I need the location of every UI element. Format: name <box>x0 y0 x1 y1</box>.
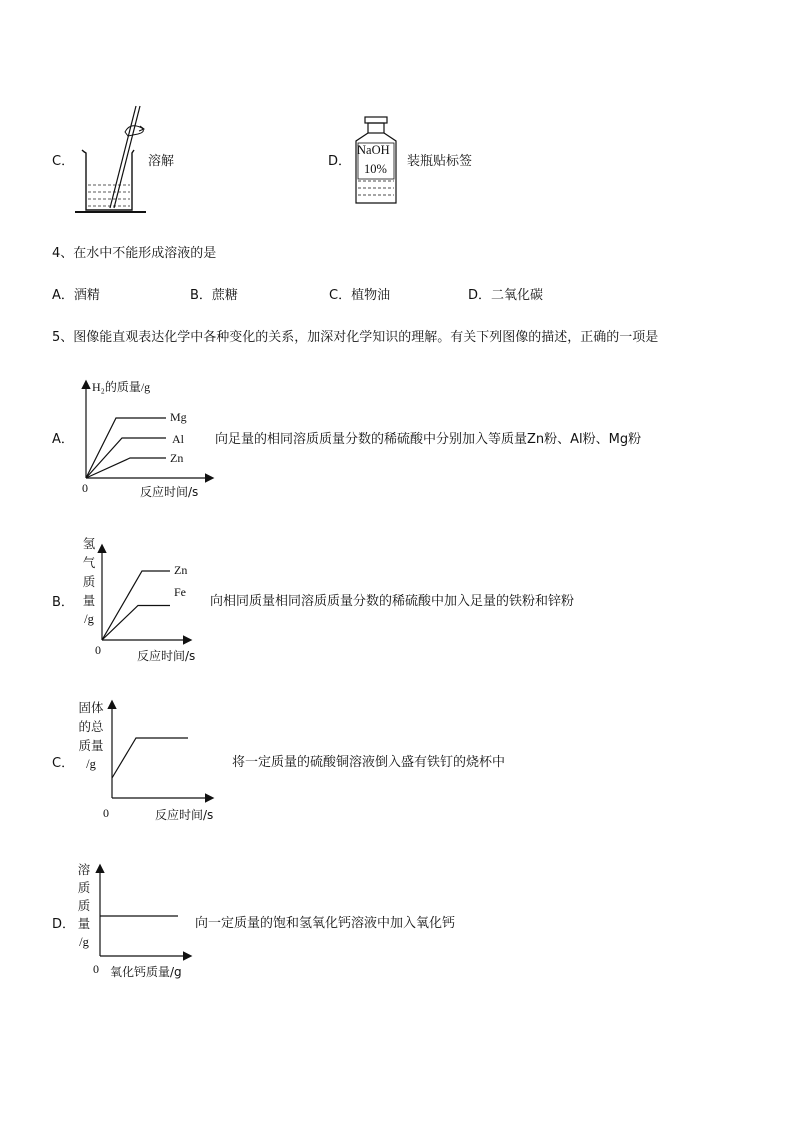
graph-d-ylabel-char: 溶 <box>77 862 91 877</box>
graph-d-origin: 0 <box>93 962 99 976</box>
q3-option-c-text: 溶解 <box>148 154 175 169</box>
q5-option-b-label: B． <box>52 595 74 610</box>
graph-b-xlabel: 反应时间/s <box>137 649 196 663</box>
bottle-label-line1: NaOH <box>357 143 390 157</box>
graph-a <box>80 382 220 492</box>
graph-d-ylabel <box>73 861 95 951</box>
graph-c <box>106 702 216 802</box>
q4-stem: 4、在水中不能形成溶液的是 <box>52 246 217 261</box>
graph-a-origin: 0 <box>82 481 88 495</box>
graph-b-series-zn: Zn <box>174 563 188 577</box>
graph-c-ylabel-line: 质量 <box>78 738 104 753</box>
graph-a-ylabel: H₂的质量/g <box>92 380 151 394</box>
beaker-stirring-figure <box>70 100 160 220</box>
q4-option-b <box>190 284 238 303</box>
bottle-label-line2: 10% <box>364 162 387 176</box>
curve-zn <box>86 458 166 478</box>
graph-c-ylabel-line: /g <box>86 757 96 771</box>
graph-d-xlabel: 氧化钙质量/g <box>110 965 182 979</box>
q4-option-text: 植物油 <box>351 288 391 303</box>
graph-a-series-zn: Zn <box>170 451 184 465</box>
graph-a-xlabel: 反应时间/s <box>140 485 199 499</box>
graph-b-ylabel-char: /g <box>84 612 94 626</box>
q4-option-label: D． <box>468 288 492 303</box>
q3-option-d-label: D． <box>328 154 352 169</box>
q4-option-text: 蔗糖 <box>211 288 238 303</box>
q3-option-c-label: C． <box>52 154 75 169</box>
graph-d-ylabel-char: 质 <box>77 880 91 895</box>
q4-option-label: A． <box>52 288 74 303</box>
graph-b-ylabel-char: 气 <box>82 555 96 570</box>
graph-c-origin: 0 <box>103 806 109 820</box>
q4-option-text: 酒精 <box>73 288 100 303</box>
graph-c-ylabel-line: 的总 <box>78 719 104 734</box>
graph-d-ylabel-char: 量 <box>77 916 91 931</box>
q5-stem: 5、图像能直观表达化学中各种变化的关系，加深对化学知识的理解。有关下列图像的描述，正确的一项是 <box>52 330 659 345</box>
q5-option-a-desc: 向足量的相同溶质质量分数的稀硫酸中分别加入等质量Zn粉、Al粉、Mg粉 <box>215 432 642 447</box>
graph-d <box>94 866 194 960</box>
reagent-bottle-figure <box>350 115 402 207</box>
q3-option-d-text: 装瓶贴标签 <box>407 154 473 169</box>
graph-b-series-fe: Fe <box>174 585 186 599</box>
liquid-lines <box>88 185 130 206</box>
q5-option-d-desc: 向一定质量的饱和氢氧化钙溶液中加入氧化钙 <box>195 916 456 931</box>
graph-d-ylabel-char: 质 <box>77 898 91 913</box>
q5-option-a-label: A． <box>52 432 74 447</box>
graph-b-ylabel-char: 量 <box>82 593 96 608</box>
graph-b-ylabel-char: 氢 <box>82 536 96 551</box>
curve-mg <box>86 418 166 478</box>
graph-c-ylabel-line: 固体 <box>78 700 104 715</box>
q5-option-b-desc: 向相同质量相同溶质质量分数的稀硫酸中加入足量的铁粉和锌粉 <box>210 594 575 609</box>
graph-a-series-al: Al <box>172 432 184 446</box>
q4-option-text: 二氧化碳 <box>491 288 544 303</box>
q4-option-label: C． <box>329 288 352 303</box>
graph-c-xlabel: 反应时间/s <box>155 808 214 822</box>
q4-option-c <box>329 284 390 303</box>
q4-option-label: B． <box>190 288 212 303</box>
q5-option-c-desc: 将一定质量的硫酸铜溶液倒入盛有铁钉的烧杯中 <box>232 755 506 770</box>
q4-option-d <box>468 284 543 303</box>
graph-c-ylabel <box>76 698 106 774</box>
q4-option-a <box>52 284 100 303</box>
graph-b-origin: 0 <box>95 643 101 657</box>
graph-b-ylabel-char: 质 <box>82 574 96 589</box>
graph-d-ylabel-char: /g <box>79 935 89 949</box>
graph-a-series-mg: Mg <box>170 410 187 424</box>
graph-c-curve <box>112 738 188 778</box>
q5-option-d-label: D． <box>52 917 76 932</box>
q5-option-c-label: C． <box>52 756 75 771</box>
